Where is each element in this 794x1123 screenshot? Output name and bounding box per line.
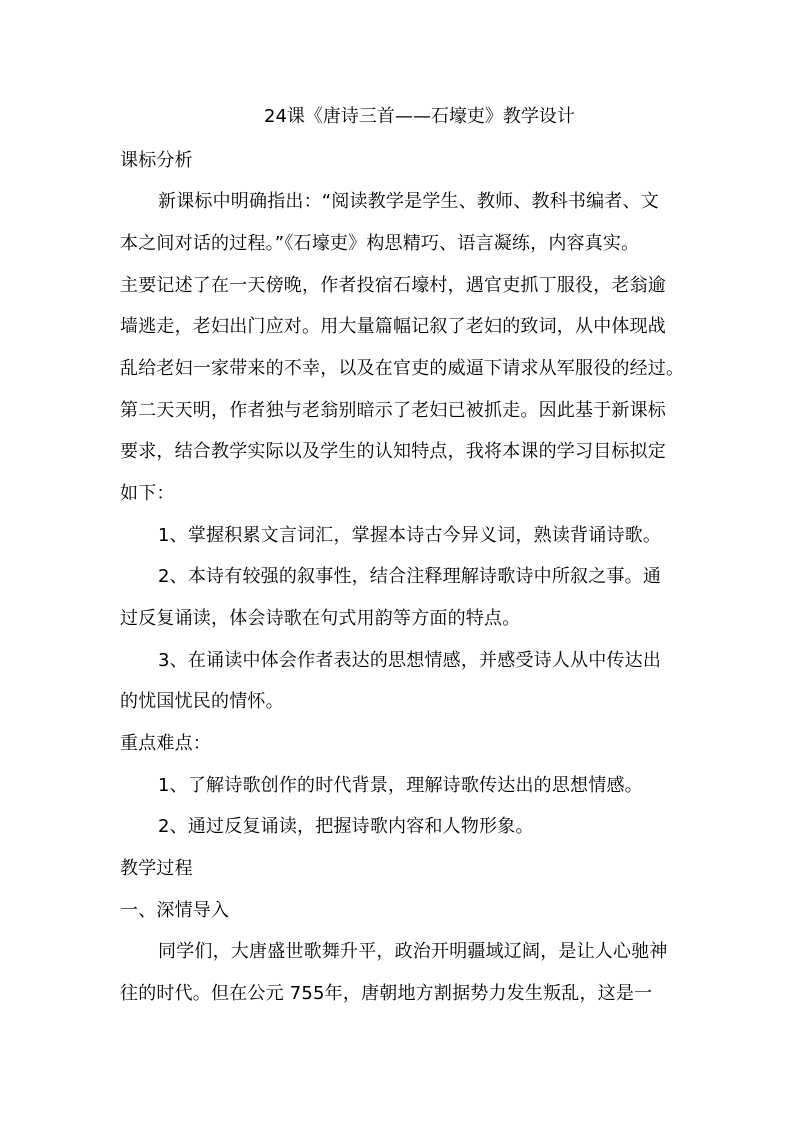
document-title: 24课《唐诗三首——石壕吏》教学设计 [264,106,575,127]
section-heading-curriculum-analysis: 课标分析 [120,150,193,171]
objective-item: 3、在诵读中体会作者表达的思想情感，并感受诗人从中传达出 [158,650,662,671]
objective-item-continuation: 过反复诵读，体会诗歌在句式用韵等方面的特点。 [120,608,521,629]
objective-item: 2、本诗有较强的叙事性，结合注释理解诗歌诗中所叙之事。通 [158,566,662,587]
objective-item: 1、掌握积累文言词汇，掌握本诗古今异义词，熟读背诵诗歌。 [158,525,662,546]
section-heading-key-points: 重点难点： [120,733,211,754]
paragraph-line: 乱给老妇一家带来的不幸，以及在官吏的威逼下请求从军服役的经过。 [120,358,685,379]
paragraph-line: 要求，结合教学实际以及学生的认知特点，我将本课的学习目标拟定 [120,441,666,462]
paragraph-line: 主要记述了在一天傍晚，作者投宿石壕村，遇官吏抓丁服役，老翁逾 [120,275,666,296]
paragraph-line: 本之间对话的过程。”《石壕吏》构思精巧、语言凝练，内容真实。 [120,233,640,254]
key-point-item: 2、通过反复诵读，把握诗歌内容和人物形象。 [158,816,534,837]
paragraph-line: 往的时代。但在公元 755年，唐朝地方割据势力发生叛乱，这是一 [120,983,653,1004]
subsection-heading-introduction: 一、深情导入 [120,900,230,921]
paragraph-line: 新课标中明确指出：“阅读教学是学生、教师、教科书编者、文 [158,191,659,212]
paragraph-line: 墙逃走，老妇出门应对。用大量篇幅记叙了老妇的致词，从中体现战 [120,316,666,337]
paragraph-line: 同学们，大唐盛世歌舞升平，政治开明疆域辽阔，是让人心驰神 [158,941,668,962]
paragraph-line: 如下： [120,483,175,504]
section-heading-teaching-process: 教学过程 [120,858,193,879]
key-point-item: 1、了解诗歌创作的时代背景，理解诗歌传达出的思想情感。 [158,775,643,796]
paragraph-line: 第二天天明，作者独与老翁别暗示了老妇已被抓走。因此基于新课标 [120,400,666,421]
objective-item-continuation: 的忧国忧民的情怀。 [120,691,284,712]
